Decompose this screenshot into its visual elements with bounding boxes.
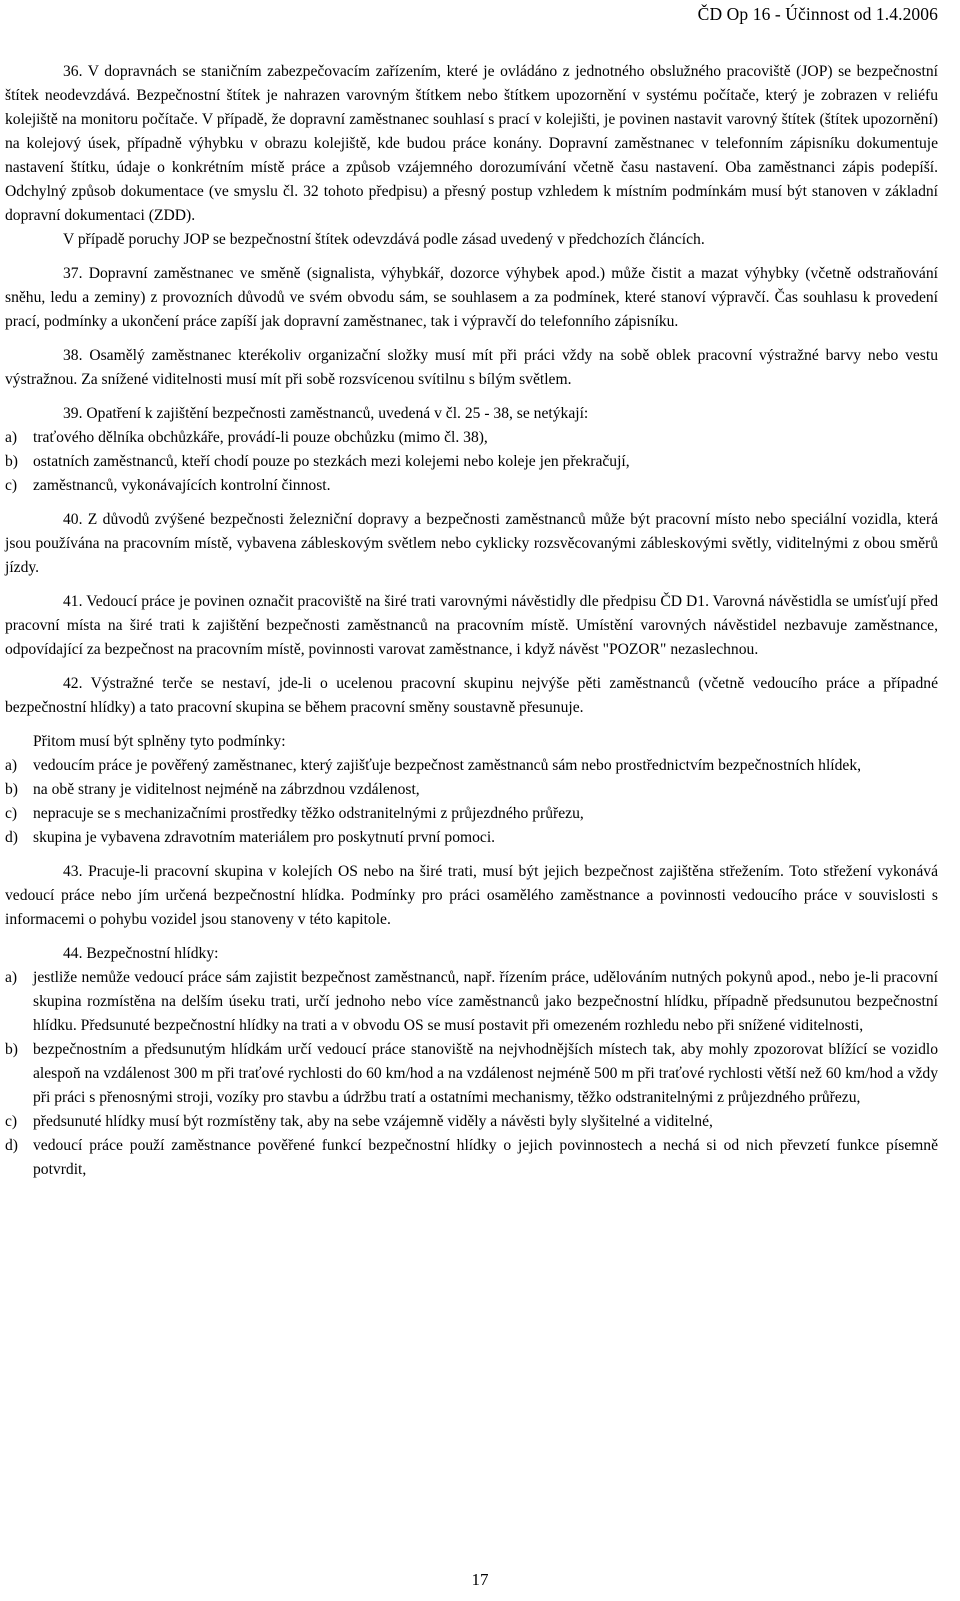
list-item [5,1134,938,1182]
article-39-list [5,426,938,498]
list-item [5,802,938,826]
list-item-text: traťového dělníka obchůzkáře, provádí-li pouze obchůzku (mimo čl. 38), [33,429,488,446]
list-item [5,426,938,450]
list-item-text: zaměstnanců, vykonávajících kontrolní činnost. [33,477,331,494]
list-item-text: nepracuje se s mechanizačními prostředky těžko odstranitelnými z průjezdného průřezu, [33,805,584,822]
article-36: 36. V dopravnách se staničním zabezpečovacím zařízením, které je ovládáno z jednotného obslužného pracoviště (JOP) se bezpečnostní štítek neodevzdává. Bezpečnostní štítek je nahrazen varovným štítkem nebo štítkem upozornění v systému počítače, který je zobrazen v reliéfu kolejiště na monitoru počítače. V případě, že dopravní zaměstnanec souhlasí s prací v kolejišti, je povinen nastavit varovný štítek (štítek upozornění) na kolejový úsek, případně výhybku v obrazu kolejiště, kde budou práce konány. Dopravní zaměstnanec v telefonním zápisníku dokumentuje nastavení štítku, údaje o konkrétním místě práce a způsob vzájemného dorozumívání včetně času nastavení. Oba zaměstnanci zápis podepíší. Odchylný způsob dokumentace (ve smyslu čl. 32 tohoto předpisu) a přesný postup vzhledem k místním podmínkám musí být stanoven v základní dopravní dokumentaci (ZDD). [5,63,938,224]
list-item-label: d) [5,829,18,846]
list-item-label: c) [5,805,18,822]
list-item [5,966,938,1038]
list-item-label: c) [5,477,18,494]
list-item-label: a) [5,969,18,986]
article-44-list [5,966,938,1182]
article-36-note: V případě poruchy JOP se bezpečnostní štítek odevzdává podle zásad uvedený v předchozích článcích. [63,231,705,248]
list-item [5,778,938,802]
list-item [5,1110,938,1134]
list-item-label: d) [5,1137,18,1154]
list-item-label: b) [5,1041,18,1058]
article-42: 42. Výstražné terče se nestaví, jde-li o ucelenou pracovní skupinu nejvýše pěti zaměstnanců (včetně vedoucího práce a případné bezpečnostní hlídky) a tato pracovní skupina se během pracovní směny soustavně přesunuje. [5,675,938,716]
list-item-text: bezpečnostním a předsunutým hlídkám určí vedoucí práce stanoviště na nejvhodnějších místech tak, aby mohly zpozorovat blížící se vozidlo alespoň na vzdálenost 300 m při traťové rychlosti do 60 km/hod a na vzdálenost nejméně 500 m při traťové rychlosti větší než 60 km/hod a vždy při práci s přenosnými stroji, vozíky pro stavbu a údržbu tratí a ostatními mechanismy, těžko odstranitelnými z průjezdného průřezu, [33,1041,938,1106]
page-number: 17 [471,1570,489,1589]
article-42-conditions-intro: Přitom musí být splněny tyto podmínky: [33,733,286,750]
page-header: ČD Op 16 - Účinnost od 1.4.2006 [697,4,938,24]
list-item-text: vedoucí práce použí zaměstnance pověřené funkcí bezpečnostní hlídky o jejich povinnostech a nechá si od nich převzetí funkce písemně potvrdit, [33,1137,938,1178]
article-43: 43. Pracuje-li pracovní skupina v kolejích OS nebo na širé trati, musí být jejich bezpečnost zajištěna střežením. Toto střežení vykonává vedoucí práce nebo jím určená bezpečnostní hlídka. Podmínky pro práci osamělého zaměstnance a povinnosti vedoucího práce v souvislosti s informacemi o pohybu vozidel jsou stanoveny v této kapitole. [5,863,938,928]
list-item-text: jestliže nemůže vedoucí práce sám zajistit bezpečnost zaměstnanců, např. řízením práce, udělováním nutných pokynů apod., nebo je-li pracovní skupina rozmístěna na delším úseku trati, určí jednoho nebo více zaměstnanců jako bezpečnostní hlídku, případně předsunutou bezpečnostní hlídku. Předsunuté bezpečnostní hlídky na trati a v obvodu OS se musí postavit při omezeném rozhledu nebo při snížené viditelnosti, [33,969,938,1034]
list-item-text: předsunuté hlídky musí být rozmístěny tak, aby na sebe vzájemně viděly a návěsti byly slyšitelné a viditelné, [33,1113,713,1130]
list-item-label: a) [5,757,18,774]
list-item-text: na obě strany je viditelnost nejméně na zábrzdnou vzdálenost, [33,781,420,798]
article-42-list [5,754,938,850]
list-item [5,474,938,498]
article-39: 39. Opatření k zajištění bezpečnosti zaměstnanců, uvedená v čl. 25 - 38, se netýkají: [63,405,589,422]
list-item-text: ostatních zaměstnanců, kteří chodí pouze po stezkách mezi kolejemi nebo koleje jen překračují, [33,453,630,470]
list-item-text: vedoucím práce je pověřený zaměstnanec, který zajišťuje bezpečnost zaměstnanců sám nebo prostřednictvím bezpečnostních hlídek, [33,757,862,774]
list-item [5,1038,938,1110]
document-body [5,60,938,1182]
article-38: 38. Osamělý zaměstnanec kterékoliv organizační složky musí mít při práci vždy na sobě oblek pracovní výstražné barvy nebo vestu výstražnou. Za snížené viditelnosti musí mít při sobě rozsvícenou svítilnu s bílým světlem. [5,347,938,388]
article-41: 41. Vedoucí práce je povinen označit pracoviště na širé trati varovnými návěstidly dle předpisu ČD D1. Varovná návěstidla se umísťují před pracovní místa na širé trati k zajištění bezpečnosti zaměstnanců na pracovním místě. Umístění varovných návěstidel nezbavuje zaměstnance, odpovídající za bezpečnost na pracovním místě, povinnosti varovat zaměstnance, i když návěst "POZOR" nezaslechnou. [5,593,938,658]
article-44: 44. Bezpečnostní hlídky: [63,945,219,962]
article-40: 40. Z důvodů zvýšené bezpečnosti železniční dopravy a bezpečnosti zaměstnanců může být pracovní místo nebo speciální vozidla, která jsou používána na pracovním místě, vybavena zábleskovým světlem nebo cyklicky rozsvěcovanými zábleskovými světly, viditelnými z obou směrů jízdy. [5,511,938,576]
list-item-text: skupina je vybavena zdravotním materiálem pro poskytnutí první pomoci. [33,829,496,846]
list-item-label: c) [5,1113,18,1130]
list-item-label: b) [5,781,18,798]
list-item [5,826,938,850]
list-item [5,754,938,778]
list-item-label: a) [5,429,18,446]
article-37: 37. Dopravní zaměstnanec ve směně (signalista, výhybkář, dozorce výhybek apod.) může čistit a mazat výhybky (včetně odstraňování sněhu, ledu a zeminy) z provozních důvodů ve svém obvodu sám, se souhlasem a za podmínek, které stanoví výpravčí. Čas souhlasu k provedení prací, podmínky a ukončení práce zapíší jak dopravní zaměstnanec, tak i výpravčí do telefonního zápisníku. [5,265,938,330]
list-item-label: b) [5,453,18,470]
list-item [5,450,938,474]
